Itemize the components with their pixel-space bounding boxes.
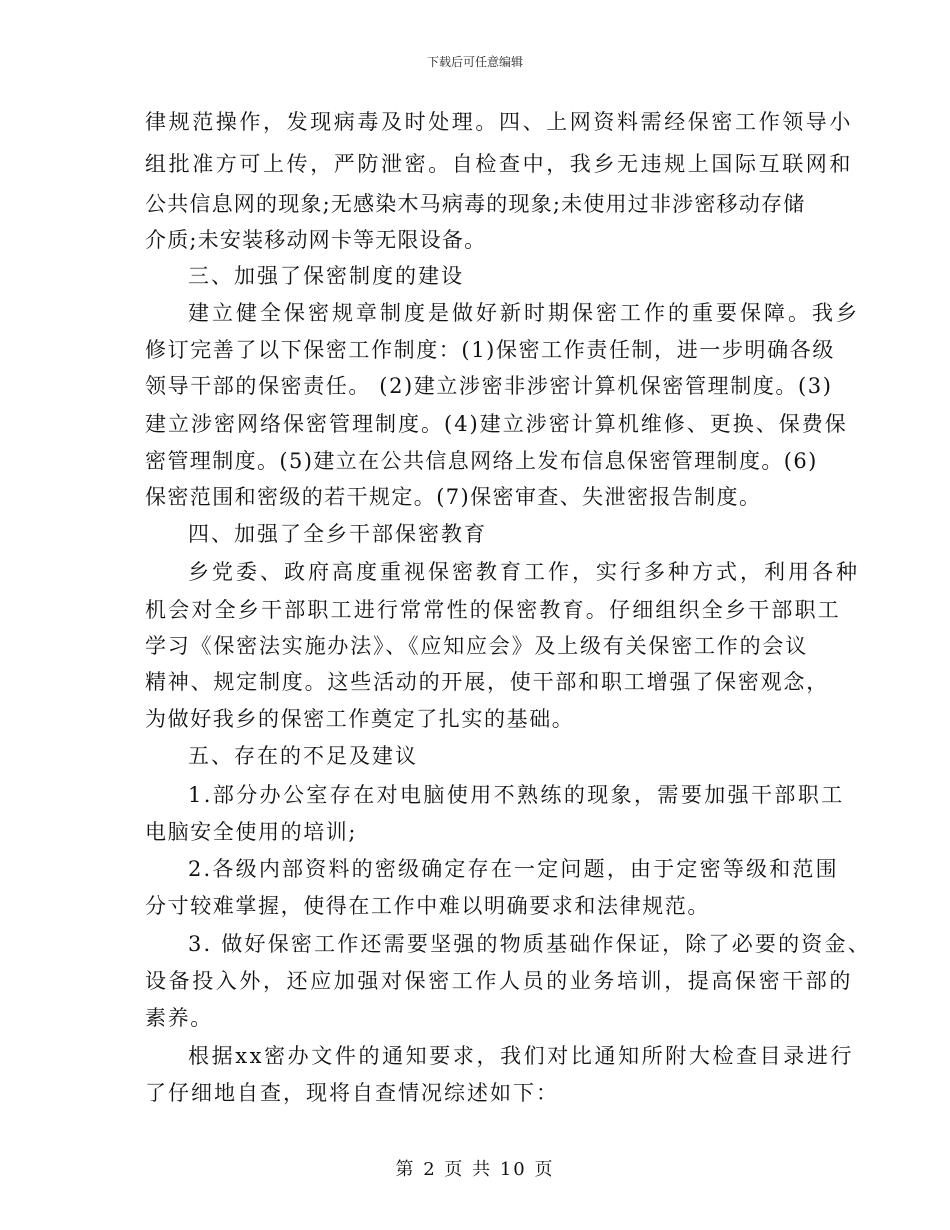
text-line: 机会对全乡干部职工进行常常性的保密教育。仔细组织全乡干部职工: [145, 598, 841, 622]
text-line: 乡党委、政府高度重视保密教育工作，实行多种方式，利用各种: [188, 560, 860, 584]
text-line: 2.各级内部资料的密级确定存在一定问题，由于定密等级和范围: [188, 857, 839, 881]
text-line: 领导干部的保密责任。 (2)建立涉密非涉密计算机保密管理制度。(3): [145, 374, 833, 398]
text-line: 分寸较难掌握，使得在工作中难以明确要求和法律规范。: [145, 894, 710, 918]
text-line: 根据xx密办文件的通知要求，我们对比通知所附大检查目录进行: [188, 1044, 855, 1068]
text-line: 组批准方可上传，严防泄密。自检查中，我乡无违规上国际互联网和: [145, 152, 853, 176]
section-heading: 四、加强了全乡干部保密教育: [188, 522, 487, 546]
text-line: 精神、规定制度。这些活动的开展，使干部和职工增强了保密观念，: [145, 670, 829, 694]
section-heading: 五、存在的不足及建议: [188, 744, 418, 768]
text-line: 介质;未安装移动网卡等无限设备。: [145, 228, 487, 252]
text-line: 了仔细地自查，现将自查情况综述如下：: [145, 1081, 559, 1105]
text-line: 律规范操作，发现病毒及时处理。四、上网资料需经保密工作领导小: [145, 110, 853, 134]
text-line: 公共信息网的现象;无感染木马病毒的现象;未使用过非涉密移动存储: [145, 192, 806, 216]
text-line: 学习《保密法实施办法》、《应知应会》及上级有关保密工作的会议: [145, 634, 808, 658]
text-line: 建立健全保密规章制度是做好新时期保密工作的重要保障。我乡: [188, 301, 860, 325]
page-number-footer: 第 2 页 共 10 页: [395, 1159, 555, 1180]
text-line: 保密范围和密级的若干规定。(7)保密审查、失泄密报告制度。: [145, 485, 762, 509]
text-line: 设备投入外，还应加强对保密工作人员的业务培训，提高保密干部的: [145, 969, 853, 993]
text-line: 修订完善了以下保密工作制度：(1)保密工作责任制，进一步明确各级: [145, 338, 835, 362]
text-line: 密管理制度。(5)建立在公共信息网络上发布信息保密管理制度。(6): [145, 449, 818, 473]
text-line: 1.部分办公室存在对电脑使用不熟练的现象，需要加强干部职工: [188, 783, 845, 807]
text-line: 3. 做好保密工作还需要坚强的物质基础作保证，除了必要的资金、: [188, 932, 871, 956]
text-line: 建立涉密网络保密管理制度。(4)建立涉密计算机维修、更换、保费保: [145, 412, 848, 436]
text-line: 素养。: [145, 1006, 213, 1030]
text-line: 为做好我乡的保密工作奠定了扎实的基础。: [145, 707, 575, 731]
page-header: 下载后可任意编辑: [426, 55, 523, 69]
text-line: 电脑安全使用的培训;: [145, 820, 358, 844]
section-heading: 三、加强了保密制度的建设: [188, 264, 464, 288]
